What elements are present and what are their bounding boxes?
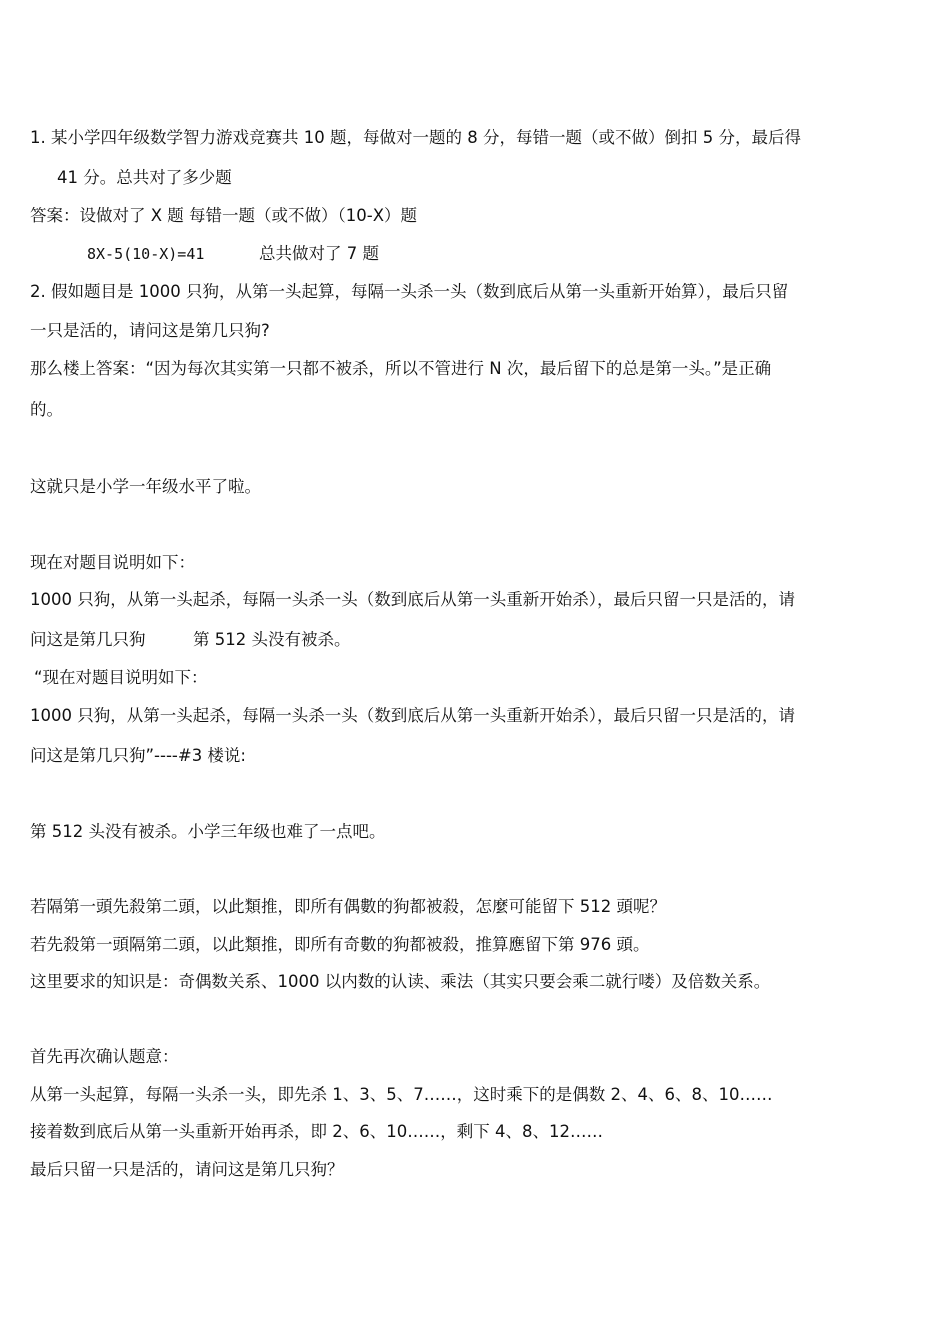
answer-line: 答案：设做对了 X 题 每错一题（或不做）（10-X）题 (30, 206, 418, 225)
quote-line-1: 1000 只狗，从第一头起杀，每隔一头杀一头（数到底后从第一头重新开始杀），最后只留一只是活的，请 (30, 706, 795, 725)
q1-line-1: 1. 某小学四年级数学智力游戏竞赛共 10 题，每做对一题的 8 分，每错一题（或不做）倒扣 5 分，最后得 (30, 128, 801, 147)
reply-line-1: 那么楼上答案：“因为每次其实第一只都不被杀，所以不管进行 N 次，最后留下的总是第一头。”是正确 (30, 359, 772, 378)
q1-line-2: 41 分。总共对了多少题 (57, 168, 232, 187)
quote-heading: “现在对题目说明如下： (34, 668, 208, 687)
clarify-line-1: 1000 只狗，从第一头起杀，每隔一头杀一头（数到底后从第一头重新开始杀），最后只留一只是活的，请 (30, 590, 795, 609)
step-line-3: 最后只留一只是活的，请问这是第几只狗？ (30, 1160, 344, 1179)
knowledge-line: 这里要求的知识是：奇偶数关系、1000 以内数的认读、乘法（其实只要会乘二就行喽）及倍数关系。 (30, 972, 771, 991)
q2-line-2: 一只是活的，请问这是第几只狗? (30, 321, 270, 340)
trad-line-1: 若隔第一頭先殺第二頭，以此類推，即所有偶數的狗都被殺，怎麼可能留下 512 頭呢？ (30, 897, 666, 916)
answer-result: 总共做对了 7 题 (259, 244, 379, 263)
trad-line-2: 若先殺第一頭隔第二頭，以此類推，即所有奇數的狗都被殺，推算應留下第 976 頭。 (30, 935, 650, 954)
step-line-2: 接着数到底后从第一头重新开始再杀，即 2、6、10……，剩下 4、8、12…… (30, 1122, 603, 1141)
clarify-heading: 现在对题目说明如下： (30, 553, 195, 572)
confirm-heading: 首先再次确认题意： (30, 1047, 179, 1066)
clarify-answer: 第 512 头没有被杀。 (193, 630, 351, 649)
q2-line-1: 2. 假如题目是 1000 只狗，从第一头起算，每隔一头杀一头（数到底后从第一头重新开始算），最后只留 (30, 282, 789, 301)
reply-line-2: 的。 (30, 400, 63, 419)
clarify-line-2: 问这是第几只狗 (30, 630, 146, 649)
remark-line: 第 512 头没有被杀。小学三年级也难了一点吧。 (30, 822, 386, 841)
step-line-1: 从第一头起算，每隔一头杀一头，即先杀 1、3、5、7……，这时乘下的是偶数 2、4、6、8、10…… (30, 1085, 773, 1104)
quote-line-2: 问这是第几只狗”----#3 楼说: (30, 746, 246, 765)
equation: 8X-5(10-X)=41 (87, 245, 205, 263)
comment-line: 这就只是小学一年级水平了啦。 (30, 477, 261, 496)
